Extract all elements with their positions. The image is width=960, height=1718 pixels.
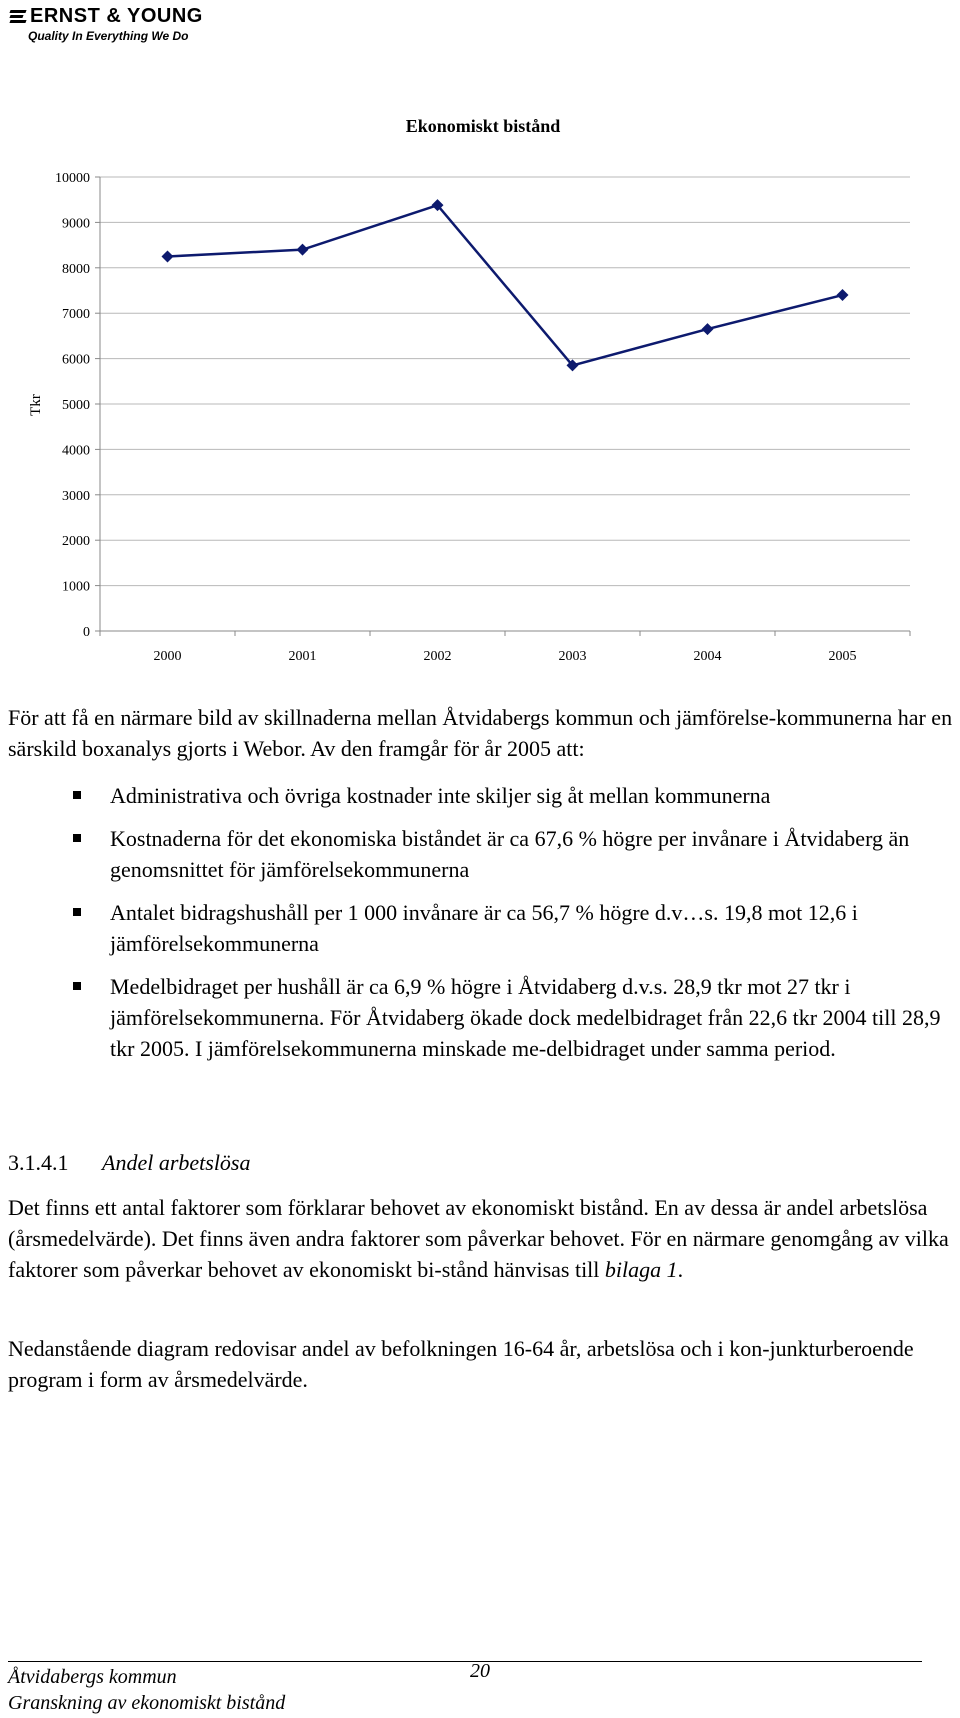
gridlines — [100, 177, 910, 586]
bullet-square-icon — [73, 834, 81, 842]
ey-logo-icon — [10, 9, 26, 25]
paragraph-end: . — [677, 1257, 684, 1282]
y-tick-label: 7000 — [62, 307, 90, 323]
y-tick-label: 5000 — [62, 398, 90, 413]
y-tick-label: 0 — [83, 625, 90, 640]
x-tick-label: 2001 — [288, 649, 317, 664]
bullet-square-icon — [73, 982, 81, 990]
x-tick-label: 2002 — [423, 649, 452, 664]
x-tick-label: 2000 — [153, 649, 182, 664]
line-chart — [0, 100, 960, 680]
brand-tagline: Quality In Everything We Do — [28, 29, 189, 43]
x-tick-label: 2003 — [558, 649, 587, 664]
paragraph-text: Det finns ett antal faktorer som förklarar behovet av ekonomiskt bistånd. En av dessa är andel arbetslösa (årsmedelvärde). Det finns även andra faktorer som påverkar behovet. För en närmare genomgång av vilka faktorer som påverkar behovet av ekonomiskt bi-stånd hänvisas till — [8, 1195, 949, 1282]
list-item — [0, 780, 960, 811]
bullet-square-icon — [73, 791, 81, 799]
section-title: Andel arbetslösa — [102, 1150, 251, 1175]
list-item-text: Kostnaderna för det ekonomiska biståndet är ca 67,6 % högre per invånare i Åtvidaberg än genomsnittet för jämförelsekommunerna — [110, 826, 910, 882]
page-number: 20 — [470, 1660, 490, 1682]
series-line — [168, 205, 843, 365]
footer-report-title: Granskning av ekonomiskt bistånd — [8, 1692, 286, 1714]
y-tick-label: 2000 — [62, 534, 90, 550]
footer-divider — [8, 1661, 922, 1662]
list-item-text: Antalet bidragshushåll per 1 000 invånare är ca 56,7 % högre d.v…s. 19,8 mot 12,6 i jämförelsekommunerna — [110, 900, 858, 956]
y-tick-label: 1000 — [62, 579, 90, 595]
y-tick-label: 9000 — [62, 216, 90, 232]
x-tick-label: 2004 — [693, 649, 722, 664]
y-axis-ticks — [55, 171, 100, 640]
paragraph-diagram-intro: Nedanstående diagram redovisar andel av befolkningen 16-64 år, arbetslösa och i kon-junkturberoende program i form av årsmedelvärde. — [8, 1336, 914, 1392]
list-item — [0, 971, 960, 1064]
list-item — [0, 897, 960, 959]
y-tick-label: 3000 — [62, 488, 90, 504]
appendix-reference: bilaga 1 — [604, 1257, 678, 1282]
y-tick-label: 8000 — [62, 261, 90, 277]
data-point-marker — [702, 323, 714, 335]
data-point-marker — [162, 250, 174, 262]
list-item-text: Administrativa och övriga kostnader inte skiljer sig åt mellan kommunerna — [110, 783, 771, 808]
y-tick-label: 4000 — [62, 443, 90, 459]
footer-municipality: Åtvidabergs kommun — [8, 1666, 177, 1688]
bullet-square-icon — [73, 908, 81, 916]
chart-title: Ekonomiskt bistånd — [405, 116, 561, 136]
footer-text — [8, 1664, 285, 1716]
company-logo — [10, 5, 203, 43]
y-axis-label: Tkr — [28, 394, 44, 416]
y-tick-label: 10000 — [55, 171, 90, 186]
y-tick-label: 6000 — [62, 352, 90, 368]
x-tick-label: 2005 — [828, 649, 857, 664]
findings-list — [0, 780, 960, 1076]
data-point-marker — [297, 244, 309, 256]
section-number: 3.1.4.1 — [8, 1150, 69, 1175]
intro-paragraph: För att få en närmare bild av skillnaderna mellan Åtvidabergs kommun och jämförelse-kommunerna har en särskild boxanalys gjorts i Webor. Av den framgår för år 2005 att: — [8, 705, 953, 761]
list-item-text: Medelbidraget per hushåll är ca 6,9 % högre i Åtvidaberg d.v.s. 28,9 tkr mot 27 tkr i jämförelsekommunerna. För Åtvidaberg ökade dock medelbidraget från 22,6 tkr 2004 till 28,9 tkr 2005. I jämförelsekommunerna minskade me-delbidraget under samma period. — [110, 974, 941, 1061]
x-axis-ticks — [100, 631, 910, 664]
list-item — [0, 823, 960, 885]
section-heading — [8, 1147, 251, 1178]
brand-name: ERNST & YOUNG — [30, 5, 203, 27]
paragraph-factors — [8, 1192, 958, 1285]
data-point-marker — [837, 289, 849, 301]
series-line-path — [168, 205, 843, 365]
